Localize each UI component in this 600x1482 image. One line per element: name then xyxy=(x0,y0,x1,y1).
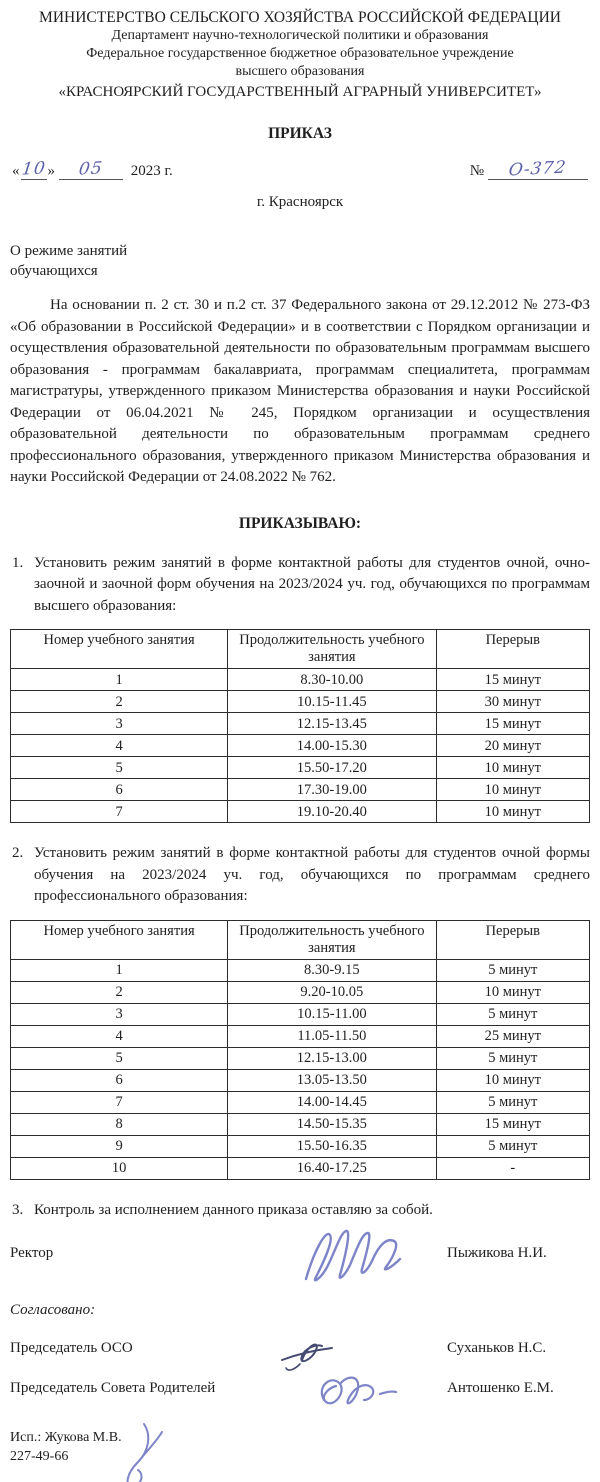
table-row xyxy=(11,1135,590,1157)
table-cell: 19.10-20.40 xyxy=(228,801,436,823)
table-cell: 6 xyxy=(11,1069,228,1091)
table-cell: 17.30-19.00 xyxy=(228,779,436,801)
open-quote: « xyxy=(12,163,20,179)
table-cell: 15.50-16.35 xyxy=(228,1135,436,1157)
table-cell: 10 минут xyxy=(436,981,589,1003)
executor-signature xyxy=(114,1418,170,1482)
parents-council-title: Председатель Совета Родителей xyxy=(10,1380,216,1396)
table-cell: 10 минут xyxy=(436,801,589,823)
table-row xyxy=(11,735,590,757)
table-header-cell: Перерыв xyxy=(436,920,589,959)
table-cell: 10 минут xyxy=(436,1069,589,1091)
table-row xyxy=(11,1003,590,1025)
table-cell: - xyxy=(436,1157,589,1179)
item-text: Установить режим занятий в форме контактной работы для студентов очной, очно-заочной и заочной форм обучения на 2023/2024 уч. год, обучающихся по программам высшего образования: xyxy=(34,554,590,614)
number-field xyxy=(470,159,588,180)
table-cell: 12.15-13.45 xyxy=(228,713,436,735)
table-cell: 15 минут xyxy=(436,1113,589,1135)
table-cell: 2 xyxy=(11,981,228,1003)
subject-line-2: обучающихся xyxy=(10,263,98,279)
table-cell: 25 минут xyxy=(436,1025,589,1047)
table-row xyxy=(11,1025,590,1047)
table-cell: 4 xyxy=(11,735,228,757)
table-cell: 6 xyxy=(11,779,228,801)
item-number: 3. xyxy=(12,1201,24,1218)
table-cell: 1 xyxy=(11,669,228,691)
table-header-cell: Продолжительность учебного занятия xyxy=(228,630,436,669)
table-cell: 7 xyxy=(11,801,228,823)
rector-signature xyxy=(298,1223,416,1291)
city-line: г. Красноярск xyxy=(256,194,344,210)
oso-chair-signature xyxy=(272,1332,340,1372)
resolve-heading: ПРИКАЗЫВАЮ: xyxy=(238,514,362,532)
rector-title: Ректор xyxy=(10,1245,54,1261)
table-cell: 5 минут xyxy=(436,1135,589,1157)
table-cell: 8.30-9.15 xyxy=(228,959,436,981)
date-number-row xyxy=(10,159,590,180)
table-header-cell: Продолжительность учебного занятия xyxy=(228,920,436,959)
item-number: 2. xyxy=(12,845,24,861)
table-cell: 10 минут xyxy=(436,779,589,801)
table-row xyxy=(11,713,590,735)
table-cell: 5 xyxy=(11,757,228,779)
oso-title: Председатель ОСО xyxy=(10,1340,133,1356)
parents-council-signature xyxy=(308,1368,408,1416)
table-cell: 10.15-11.00 xyxy=(228,1003,436,1025)
table-cell: 7 xyxy=(11,1091,228,1113)
table-cell: 14.00-14.45 xyxy=(228,1091,436,1113)
table-header-row xyxy=(11,630,590,669)
table-row xyxy=(11,779,590,801)
table-cell: 30 минут xyxy=(436,691,589,713)
executor-phone: 227-49-66 xyxy=(10,1449,69,1464)
handwritten-day: 10 xyxy=(20,158,47,180)
table-cell: 3 xyxy=(11,713,228,735)
subject-block xyxy=(10,241,590,281)
table-cell: 10 xyxy=(11,1157,228,1179)
date-field xyxy=(12,159,173,180)
signature-section xyxy=(10,1240,590,1482)
handwritten-order-number: О-372 xyxy=(488,159,588,180)
table-cell: 11.05-11.50 xyxy=(228,1025,436,1047)
table-cell: 5 минут xyxy=(436,1003,589,1025)
number-sign: № xyxy=(469,163,484,179)
table-cell: 8.30-10.00 xyxy=(228,669,436,691)
close-quote: » xyxy=(47,163,55,179)
table-row xyxy=(11,1091,590,1113)
handwritten-month: 05 xyxy=(59,159,123,180)
table-cell: 4 xyxy=(11,1025,228,1047)
table-cell: 15 минут xyxy=(436,669,589,691)
order-title: ПРИКАЗ xyxy=(268,125,332,142)
item-text: Установить режим занятий в форме контактной работы для студентов очной формы обучения на 2023/2024 уч. год, обучающихся по программам среднего профессионального образования: xyxy=(34,845,590,904)
table-cell: 14.50-15.35 xyxy=(228,1113,436,1135)
order-item-3 xyxy=(10,1200,590,1222)
table-cell: 15.50-17.20 xyxy=(228,757,436,779)
table-row xyxy=(11,691,590,713)
table-row xyxy=(11,801,590,823)
oso-signature-row xyxy=(10,1340,590,1357)
table-row xyxy=(11,1157,590,1179)
parents-signature-row xyxy=(10,1380,590,1397)
table-cell: 8 xyxy=(11,1113,228,1135)
subject-line-1: О режиме занятий xyxy=(10,243,128,259)
order-item-2 xyxy=(10,843,590,908)
table-row xyxy=(11,1047,590,1069)
institution-line: Федеральное государственное бюджетное образовательное учреждение xyxy=(86,46,514,61)
executor-name: Исп.: Жукова М.В. xyxy=(10,1430,122,1445)
rector-signature-row xyxy=(10,1245,590,1262)
vocational-education-schedule-table xyxy=(10,920,590,1180)
table-row xyxy=(11,1069,590,1091)
table-cell: 2 xyxy=(11,691,228,713)
table-header-cell: Перерыв xyxy=(436,630,589,669)
table-cell: 1 xyxy=(11,959,228,981)
table-row xyxy=(11,1113,590,1135)
table-cell: 5 минут xyxy=(436,1091,589,1113)
table-header-cell: Номер учебного занятия xyxy=(11,630,228,669)
table-cell: 16.40-17.25 xyxy=(228,1157,436,1179)
table-row xyxy=(11,669,590,691)
table-cell: 5 xyxy=(11,1047,228,1069)
university-name-line: «КРАСНОЯРСКИЙ ГОСУДАРСТВЕННЫЙ АГРАРНЫЙ УНИВЕРСИТЕТ» xyxy=(58,84,542,100)
table-cell: 20 минут xyxy=(436,735,589,757)
table-cell: 13.05-13.50 xyxy=(228,1069,436,1091)
ministry-line: МИНИСТЕРСТВО СЕЛЬСКОГО ХОЗЯЙСТВА РОССИЙСКОЙ ФЕДЕРАЦИИ xyxy=(39,9,561,26)
table-row xyxy=(11,981,590,1003)
table-cell: 15 минут xyxy=(436,713,589,735)
table-row xyxy=(11,959,590,981)
table-header-cell: Номер учебного занятия xyxy=(11,920,228,959)
item-number: 1. xyxy=(12,554,24,571)
table-header-row xyxy=(11,920,590,959)
order-item-1 xyxy=(10,553,590,618)
preamble-paragraph: На основании п. 2 ст. 30 и п.2 ст. 37 Федерального закона от 29.12.2012 № 273-ФЗ «Об образовании в Российской Федерации» и в соответствии с Порядком организации и осуществления образовательной деятельности по образовательным программам высшего образования - программам бакалавриата, программам специалитета, программам магистратуры, утвержденного приказом Министерства образования и науки Российской Федерации от 06.04.2021 № 245, Порядком организации и осуществления образовательной деятельности по образовательным программам среднего профессионального образования, утвержденного приказом Министерства образования и науки Российской Федерации от 24.08.2022 № 762. xyxy=(10,297,590,485)
table-cell: 5 минут xyxy=(436,1047,589,1069)
table-cell: 12.15-13.00 xyxy=(228,1047,436,1069)
rector-name: Пыжикова Н.И. xyxy=(447,1245,547,1261)
table-cell: 9 xyxy=(11,1135,228,1157)
table-cell: 10 минут xyxy=(436,757,589,779)
department-line: Департамент научно-технологической политики и образования xyxy=(111,28,489,43)
parents-council-name: Антошенко Е.М. xyxy=(447,1380,554,1396)
table-cell: 14.00-15.30 xyxy=(228,735,436,757)
oso-chair-name: Суханьков Н.С. xyxy=(447,1340,547,1356)
table-cell: 9.20-10.05 xyxy=(228,981,436,1003)
item-text: Контроль за исполнением данного приказа оставляю за собой. xyxy=(34,1201,433,1218)
table-row xyxy=(11,757,590,779)
document-header xyxy=(10,8,590,101)
agreed-label: Согласовано: xyxy=(10,1302,96,1318)
year-label: 2023 г. xyxy=(130,163,173,179)
education-level-line: высшего образования xyxy=(235,64,365,79)
table-cell: 10.15-11.45 xyxy=(228,691,436,713)
table-cell: 3 xyxy=(11,1003,228,1025)
table-cell: 5 минут xyxy=(436,959,589,981)
executor-block xyxy=(10,1428,122,1466)
higher-education-schedule-table xyxy=(10,629,590,823)
